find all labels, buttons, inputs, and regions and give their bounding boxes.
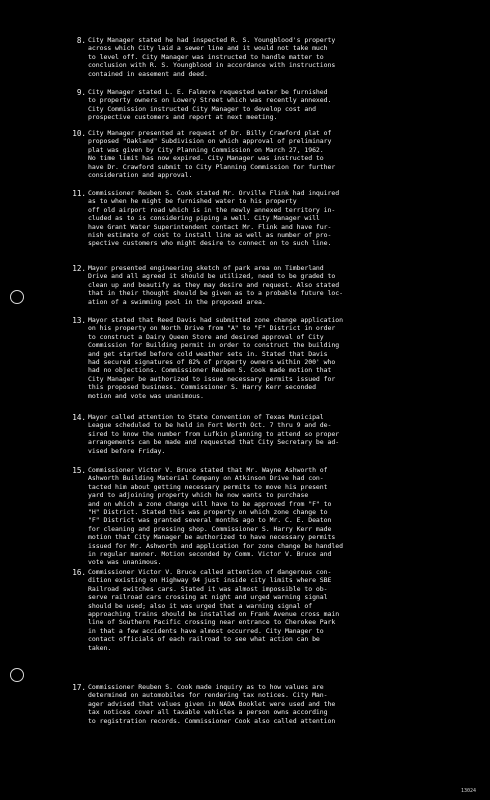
item-text: Mayor presented engineering sketch of park area on Timberland Drive and all agreed it should be utilized, need to be graded to clean up and beautify as they may desire and request. Also stated that in their thought should be given as to a probable future loc- ation of a swimming pool in the proposed area. bbox=[88, 264, 343, 306]
item-number: 16. bbox=[72, 568, 86, 577]
punch-hole bbox=[10, 668, 24, 682]
item-text: City Manager stated L. E. Falmore requested water be furnished to property owners on Lowery Street which was recently annexed. City Commission instructed City Manager to develop cost and prospective customers and report at next meeting. bbox=[88, 88, 332, 122]
item-number: 8. bbox=[76, 36, 86, 45]
item-number: 10. bbox=[72, 129, 86, 138]
item-number: 9. bbox=[76, 88, 86, 97]
item-number: 14. bbox=[72, 413, 86, 422]
item-text: Commissioner Reuben S. Cook stated Mr. Orville Flink had inquired as to when he might be furnished water to his property off old airport road which is in the newly annexed territory in- cluded as to is considering piping a well. City Manager will have Grant Water Superintendent contact Mr. Flink and have fur- nish estimate of cost to install line as well as number of pro- spective customers who might desire to connect on to such line. bbox=[88, 189, 340, 248]
item-text: Mayor called attention to State Convention of Texas Municipal League scheduled to be held in Fort Worth Oct. 7 thru 9 and de- sired to know the number from Lufkin planning to attend so proper arrangements can be made and requested that City Secretary be ad- vised before Friday. bbox=[88, 413, 340, 455]
punch-hole bbox=[10, 290, 24, 304]
item-number: 15. bbox=[72, 466, 86, 475]
item-number: 17. bbox=[72, 683, 86, 692]
item-text: City Manager stated he had inspected R. S. Youngblood's property across which City laid a sewer line and it would not take much to level off. City Manager was instructed to handle matter to conclusion with R. S. Youngblood in accordance with instructions contained in easement and deed. bbox=[88, 36, 336, 78]
item-text: Commissioner Reuben S. Cook made inquiry as to how values are determined on automobiles for rendering tax notices. City Man- ager advised that values given in NADA Booklet were used and the tax notices cover all taxable vehicles a person owns according to registration records. Commissioner Cook also called attention bbox=[88, 683, 336, 725]
item-number: 12. bbox=[72, 264, 86, 273]
item-text: Mayor stated that Reed Davis had submitted zone change application on his property on North Drive from "A" to "F" District in order to construct a Dairy Queen Store and desired approval of City Commission for Building permit in order to construct the building and get started before cold weather sets in. Stated that Davis had secured signatures of 82% of property owners within 200' who had no objections. Commissioner Reuben S. Cook made motion that City Manager be authorized to issue necessary permits issued for this proposed business. Commissioner S. Harry Kerr seconded motion and vote was unanimous. bbox=[88, 316, 343, 400]
item-text: Commissioner Victor V. Bruce stated that Mr. Wayne Ashworth of Ashworth Building Material Company on Atkinson Drive had con- tacted him about getting necessary permits to move his present yard to adjoining property which he now wants to purchase and on which a zone change will have to be approved from "F" to "H" District. Stated this was property on which zone change to "F" District was granted several months ago to Mr. C. E. Deaton for cleaning and pressing shop. Commissioner S. Harry Kerr made motion that City Manager be authorized to have necessary permits issued for Mr. Ashworth and application for zone change be handled in regular manner. Motion seconded by Comm. Victor V. Bruce and vote was unanimous. bbox=[88, 466, 343, 567]
item-text: City Manager presented at request of Dr. Billy Crawford plat of proposed "Oakland" Subdivision on which approval of preliminary plat was given by City Planning Commission on March 27, 1962. No time limit has now expired. City Manager was instructed to have Dr. Crawford submit to City Planning Commission for further consideration and approval. bbox=[88, 129, 336, 180]
footer-code: 13024 bbox=[460, 788, 476, 794]
item-number: 11. bbox=[72, 189, 86, 198]
item-text: Commissioner Victor V. Bruce called attention of dangerous con- dition existing on Highway 94 just inside city limits where SBE Railroad switches cars. Stated it was almost impossible to ob- serve railroad cars crossing at night and urged warning signal should be used; also it was urged that a warning signal of approaching trains should be installed on Frank Avenue cross main line of Southern Pacific crossing near entrance to Cherokee Park in that a few accidents have almost occurred. City Manager to contact officials of each railroad to see what action can be taken. bbox=[88, 568, 340, 652]
item-number: 13. bbox=[72, 316, 86, 325]
